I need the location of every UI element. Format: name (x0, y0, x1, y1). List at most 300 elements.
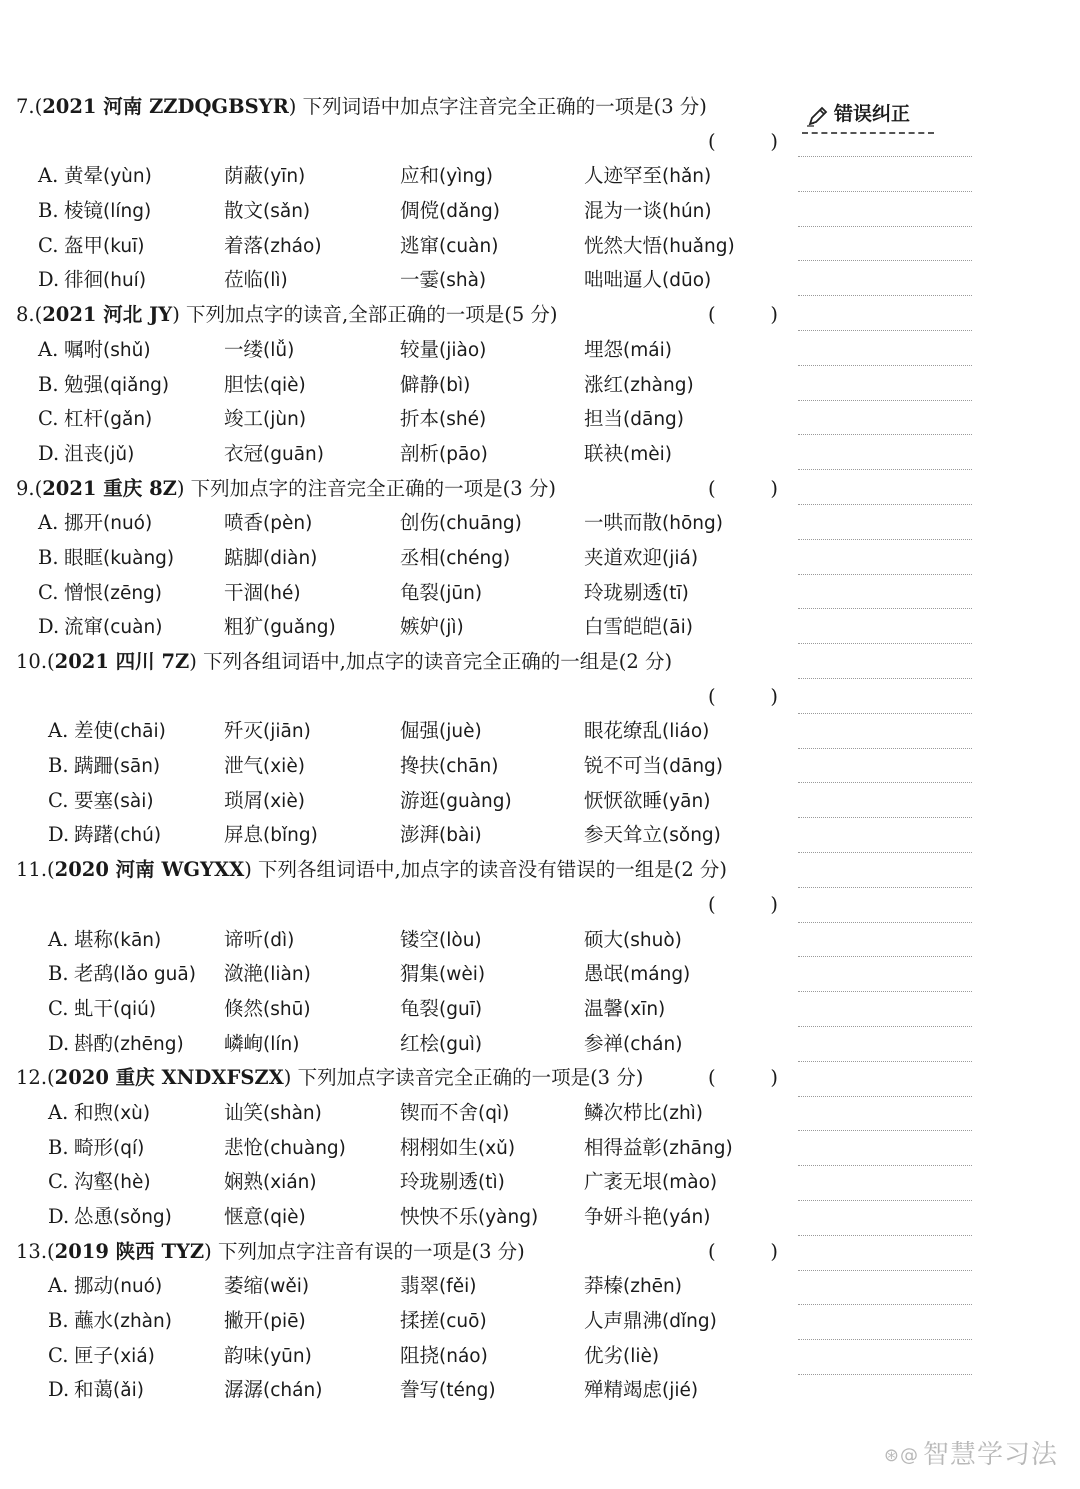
pinyin: (bǐng) (263, 825, 318, 847)
word-item (400, 1200, 538, 1236)
pinyin: (hǎn) (662, 166, 712, 188)
word-item (584, 818, 721, 854)
word-item (224, 541, 317, 577)
word: 歼灭 (224, 719, 264, 743)
pinyin: (qiú) (113, 998, 157, 1020)
note-line[interactable] (798, 643, 972, 644)
pinyin: (yàng) (478, 1207, 539, 1228)
word-item (584, 576, 689, 612)
word-item (74, 818, 161, 854)
word-item (584, 1027, 682, 1063)
question-source-open: ( (47, 650, 55, 673)
note-line[interactable] (798, 852, 972, 853)
word: 一缕 (224, 337, 264, 361)
note-line[interactable] (798, 330, 972, 331)
word-item (74, 1269, 162, 1305)
watermark (884, 1434, 1058, 1471)
word-item (224, 263, 288, 299)
word-item (64, 229, 144, 265)
word: 人迹罕至 (584, 164, 663, 188)
question-13 (16, 1235, 786, 1408)
word: 倜傥 (400, 199, 440, 223)
option-row (16, 229, 786, 264)
pinyin: (jì) (439, 617, 464, 639)
option-row (16, 1165, 786, 1200)
note-line[interactable] (798, 1270, 972, 1271)
pinyin: (zhēng) (113, 1033, 184, 1055)
note-line[interactable] (798, 156, 972, 157)
word: 怂恿 (74, 1205, 114, 1228)
word-item (74, 1131, 144, 1167)
pinyin: (mào) (662, 1172, 718, 1194)
word: 猬集 (400, 962, 440, 986)
option-letter: D. (38, 441, 60, 465)
note-line[interactable] (798, 991, 972, 992)
option-letter: C. (38, 580, 59, 604)
word-item (400, 1339, 488, 1375)
word: 竣工 (224, 407, 264, 431)
note-line[interactable] (798, 365, 972, 366)
sidebar-title-text: 错误纠正 (834, 103, 911, 125)
word-item (224, 749, 305, 785)
word-item (224, 1027, 299, 1063)
word-item (224, 1339, 312, 1375)
note-line[interactable] (798, 295, 972, 296)
note-line[interactable] (798, 713, 972, 714)
answer-blank-left: ( (708, 303, 716, 327)
word: 翡翠 (400, 1274, 440, 1298)
word-item (584, 749, 723, 785)
word-item (400, 714, 482, 750)
question-source: 2020 河南 WGYXX (54, 858, 245, 882)
word-item (74, 1304, 172, 1340)
question-8 (16, 298, 786, 471)
word-item (224, 1131, 346, 1167)
word-item (584, 1165, 717, 1201)
note-line[interactable] (798, 1200, 972, 1201)
word-item (224, 992, 311, 1028)
word-item (584, 957, 690, 993)
word: 温馨 (584, 996, 624, 1020)
option-row (16, 506, 786, 541)
pinyin: (líng) (103, 201, 152, 223)
pinyin: (nuó) (113, 1276, 163, 1298)
option-letter: C. (48, 1343, 69, 1367)
word: 屏息 (224, 823, 264, 847)
word: 挪动 (74, 1274, 114, 1298)
word: 沟壑 (74, 1170, 114, 1194)
pinyin: (yān) (662, 790, 711, 812)
question-source-open: ( (34, 303, 43, 327)
word: 萎缩 (224, 1274, 264, 1298)
pinyin: (shū) (263, 998, 311, 1020)
note-line[interactable] (798, 817, 972, 818)
answer-blank[interactable] (708, 472, 778, 507)
word-item (400, 1027, 482, 1063)
word-item (64, 402, 152, 438)
pinyin: (shé) (439, 409, 487, 431)
note-line[interactable] (798, 191, 972, 192)
word: 憎恨 (64, 580, 104, 604)
question-number: 10. (16, 650, 48, 673)
word: 恹恹欲睡 (584, 788, 663, 812)
note-line[interactable] (798, 1304, 972, 1305)
word: 澎湃 (400, 823, 440, 847)
option-row (16, 1027, 786, 1062)
word: 恍然大悟 (584, 233, 663, 257)
pinyin: (xiè) (263, 756, 305, 778)
question-source: 2021 四川 7Z (54, 650, 190, 673)
pinyin: (sān) (113, 756, 161, 778)
pinyin: (qiǎng) (103, 374, 170, 396)
question-text: ) 下列加点字注音有误的一项是(3 分) (204, 1239, 525, 1263)
note-line[interactable] (798, 782, 972, 783)
pinyin: (máng) (623, 964, 691, 986)
word: 夹道欢迎 (584, 545, 663, 569)
word-item (64, 194, 151, 230)
note-line[interactable] (798, 1165, 972, 1166)
word: 嫉妒 (400, 615, 440, 639)
word-item (224, 610, 336, 646)
word-item (64, 541, 174, 577)
question-stem (16, 90, 786, 125)
note-line[interactable] (798, 434, 972, 435)
note-line[interactable] (798, 226, 972, 227)
option-letter: A. (38, 337, 59, 361)
word: 玲珑剔透 (584, 580, 663, 604)
answer-row (16, 125, 786, 160)
question-number: 12. (16, 1066, 48, 1090)
word-item (584, 541, 698, 577)
note-line[interactable] (798, 260, 972, 261)
word-item (224, 368, 306, 404)
word-item (224, 159, 305, 195)
pinyin: (hōng) (662, 513, 723, 535)
question-stem (16, 1061, 786, 1096)
word: 涨红 (584, 372, 624, 396)
word-item (74, 1027, 184, 1063)
answer-blank-left: ( (708, 476, 716, 500)
word-item (584, 1373, 698, 1409)
question-11 (16, 853, 786, 1061)
answer-blank[interactable] (708, 125, 778, 160)
word-item (400, 506, 522, 542)
question-list (16, 90, 786, 1408)
question-source: 2021 河南 ZZDQGBSYR (42, 95, 289, 118)
pinyin: (chuāng) (439, 513, 522, 535)
word-item (64, 506, 152, 542)
pinyin: (sǎn) (263, 201, 311, 223)
word-item (584, 714, 709, 750)
option-letter: D. (48, 1378, 70, 1402)
option-row (16, 159, 786, 194)
word: 徘徊 (64, 268, 104, 292)
word-item (584, 229, 735, 265)
pinyin: (chú) (113, 825, 162, 847)
pinyin: (shà) (439, 270, 487, 292)
note-line[interactable] (798, 1061, 972, 1062)
word: 参禅 (584, 1031, 624, 1055)
pinyin: (lì) (263, 270, 288, 292)
pinyin: (shàn) (263, 1102, 322, 1124)
note-line[interactable] (798, 539, 972, 540)
pinyin: (sǒng) (113, 1207, 172, 1228)
answer-blank-left: ( (708, 684, 716, 708)
word-item (224, 1373, 322, 1409)
question-7 (16, 90, 786, 298)
option-row (16, 784, 786, 819)
note-line[interactable] (798, 956, 972, 957)
word: 怏怏不乐 (400, 1205, 479, 1228)
word: 流窜 (64, 615, 104, 639)
option-letter: A. (38, 164, 59, 188)
word: 僻静 (400, 372, 440, 396)
note-line[interactable] (798, 1339, 972, 1340)
word: 倏然 (224, 996, 264, 1020)
word-item (224, 576, 301, 612)
pinyin: (dāng) (662, 756, 723, 778)
word: 栩栩如生 (400, 1135, 479, 1159)
word: 畸形 (74, 1135, 114, 1159)
question-text: ) 下列加点字的读音,全部正确的一项是(5 分) (172, 303, 558, 327)
word-item (400, 1165, 505, 1201)
pinyin: (jiān) (263, 721, 311, 743)
question-number: 7. (16, 95, 35, 118)
note-line[interactable] (798, 608, 972, 609)
word-item (74, 923, 161, 959)
word-item (224, 784, 305, 820)
answer-blank-left: ( (708, 1066, 716, 1090)
pinyin: (chān) (439, 756, 499, 778)
word-item (74, 992, 156, 1028)
pinyin: (bì) (439, 374, 471, 396)
word-item (400, 1269, 477, 1305)
question-number: 13. (16, 1239, 48, 1263)
pinyin: (kān) (113, 929, 162, 951)
pinyin: (xiè) (263, 790, 305, 812)
option-letter: B. (48, 754, 69, 778)
pinyin: (jǔ) (103, 443, 135, 465)
pinyin: (dì) (263, 929, 295, 951)
word: 散文 (224, 199, 264, 223)
note-line[interactable] (798, 1235, 972, 1236)
question-source-open: ( (47, 1239, 55, 1263)
word: 干涸 (224, 580, 264, 604)
word-item (224, 333, 294, 369)
note-line[interactable] (798, 922, 972, 923)
word-item (400, 541, 510, 577)
option-row (16, 1373, 786, 1408)
word: 莽榛 (584, 1274, 624, 1298)
option-row (16, 749, 786, 784)
pinyin: (guàng) (439, 790, 512, 812)
answer-blank[interactable] (708, 1235, 778, 1270)
word: 差使 (74, 719, 114, 743)
word: 倔强 (400, 719, 440, 743)
question-stem (16, 472, 786, 507)
pinyin: (cuàn) (439, 235, 499, 257)
note-line[interactable] (798, 678, 972, 679)
pinyin: (shǔ) (103, 339, 151, 361)
word-item (400, 194, 500, 230)
answer-blank[interactable] (708, 888, 778, 923)
word: 搀扶 (400, 754, 440, 778)
word: 悲怆 (224, 1135, 264, 1159)
option-letter: D. (48, 1031, 70, 1055)
answer-row (16, 680, 786, 715)
word: 剖析 (400, 441, 440, 465)
answer-blank-right: ) (770, 892, 778, 916)
pinyin: (guǎng) (263, 617, 336, 639)
pinyin: (jùn) (263, 409, 307, 431)
pinyin: (zhāng) (662, 1137, 733, 1159)
word: 沮丧 (64, 441, 104, 465)
note-line[interactable] (798, 1130, 972, 1131)
word-item (224, 1269, 309, 1305)
word-item (400, 1131, 515, 1167)
option-letter: C. (48, 996, 69, 1020)
word: 堪称 (74, 927, 114, 951)
word-item (584, 194, 712, 230)
pinyin: (guì) (439, 1033, 483, 1055)
word: 衣冠 (224, 441, 264, 465)
pinyin: (liàn) (263, 964, 311, 986)
answer-blank[interactable] (708, 1061, 778, 1096)
word-item (224, 194, 310, 230)
pinyin: (yùn) (103, 166, 152, 188)
question-text: ) 下列词语中加点字注音完全正确的一项是(3 分) (288, 95, 707, 118)
word-item (584, 610, 693, 646)
pinyin: (liè) (623, 1345, 660, 1367)
pinyin: (tì) (478, 1172, 505, 1194)
note-line[interactable] (798, 748, 972, 749)
word: 粗犷 (224, 615, 264, 639)
option-row (16, 957, 786, 992)
word-item (584, 1200, 710, 1236)
pinyin: (jiào) (439, 339, 487, 361)
word: 荫蔽 (224, 164, 264, 188)
word-item (74, 1200, 172, 1236)
note-line[interactable] (798, 1374, 972, 1375)
word: 折本 (400, 407, 440, 431)
pinyin: (zēng) (103, 582, 163, 604)
answer-blank-right: ) (770, 476, 778, 500)
word: 龟裂 (400, 996, 440, 1020)
option-row (16, 818, 786, 853)
word-item (400, 749, 498, 785)
option-letter: A. (48, 927, 69, 951)
note-line[interactable] (798, 1026, 972, 1027)
pinyin: (dūo) (662, 270, 712, 292)
word: 锐不可当 (584, 754, 663, 778)
question-10 (16, 645, 786, 853)
answer-blank-right: ) (770, 1239, 778, 1263)
option-letter: A. (48, 1274, 69, 1298)
pinyin: (náo) (439, 1345, 488, 1367)
note-line[interactable] (798, 574, 972, 575)
word-item (400, 368, 470, 404)
word-item (400, 229, 498, 265)
word: 白雪皑皑 (584, 615, 663, 639)
note-line[interactable] (798, 400, 972, 401)
pinyin: (zhì) (662, 1102, 704, 1124)
word-item (400, 957, 485, 993)
word: 眼花缭乱 (584, 719, 663, 743)
pinyin: (mái) (623, 339, 672, 361)
note-line[interactable] (798, 469, 972, 470)
word-item (64, 368, 169, 404)
option-row (16, 923, 786, 958)
pinyin: (kuī) (103, 235, 145, 257)
option-letter: B. (38, 372, 59, 396)
option-letter: D. (48, 1205, 70, 1228)
word: 泄气 (224, 754, 264, 778)
answer-blank-right: ) (770, 684, 778, 708)
note-line[interactable] (798, 887, 972, 888)
word: 愚氓 (584, 962, 624, 986)
word-item (74, 1339, 155, 1375)
word: 眼眶 (64, 545, 104, 569)
answer-blank-right: ) (770, 303, 778, 327)
word: 要塞 (74, 788, 114, 812)
word-item (224, 714, 311, 750)
pinyin: (chéng) (439, 547, 511, 569)
word: 较量 (400, 337, 440, 361)
pinyin: (wèi) (439, 964, 486, 986)
word-item (64, 159, 152, 195)
word: 誊写 (400, 1378, 440, 1402)
word: 黄晕 (64, 164, 104, 188)
question-number: 11. (16, 858, 48, 882)
word-item (400, 437, 488, 473)
pinyin: (yìng) (439, 166, 494, 188)
question-source: 2019 陕西 TYZ (54, 1239, 205, 1263)
option-letter: D. (38, 615, 60, 639)
option-row (16, 333, 786, 368)
note-line[interactable] (798, 1096, 972, 1097)
word: 红桧 (400, 1031, 440, 1055)
word: 潺潺 (224, 1378, 264, 1402)
question-stem (16, 298, 786, 333)
word: 和煦 (74, 1100, 114, 1124)
word-item (584, 1269, 682, 1305)
answer-blank[interactable] (708, 680, 778, 715)
word-item (584, 923, 682, 959)
question-number: 9. (16, 476, 35, 500)
word-item (584, 159, 711, 195)
answer-blank[interactable] (708, 298, 778, 333)
pinyin: (yūn) (263, 1345, 312, 1367)
note-line[interactable] (798, 504, 972, 505)
option-row (16, 610, 786, 645)
question-text: ) 下列各组词语中,加点字的读音没有错误的一组是(2 分) (244, 858, 728, 882)
pinyin: (lòu) (439, 929, 482, 951)
word-item (400, 818, 482, 854)
pinyin: (zhàng) (623, 374, 694, 396)
word: 嶙峋 (224, 1031, 264, 1055)
word-item (64, 610, 162, 646)
word: 和蔼 (74, 1378, 114, 1402)
pinyin: (huí) (103, 270, 147, 292)
option-letter: A. (48, 1100, 69, 1124)
pinyin: (cuàn) (103, 617, 163, 639)
option-row (16, 402, 786, 437)
word: 一哄而散 (584, 511, 663, 535)
word: 玲珑剔透 (400, 1170, 479, 1194)
word-item (224, 1200, 306, 1236)
option-row (16, 714, 786, 749)
sidebar-title (802, 96, 934, 134)
